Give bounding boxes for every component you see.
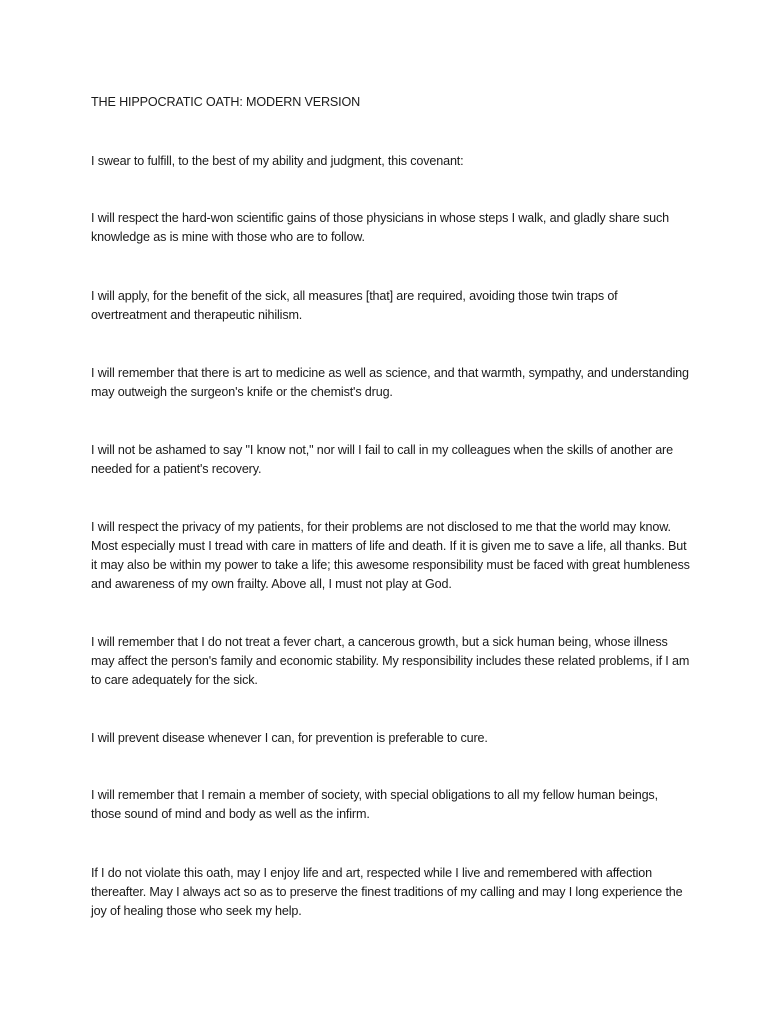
oath-paragraph: If I do not violate this oath, may I enjoy life and art, respected while I live and remembered with affection thereafter. May I always act so as to preserve the finest traditions of my calling and may I long experience the joy of healing those who seek my help. <box>91 866 683 918</box>
oath-paragraph: I swear to fulfill, to the best of my ability and judgment, this covenant: <box>91 154 464 168</box>
oath-paragraph: I will respect the hard-won scientific gains of those physicians in whose steps I walk, and gladly share such knowledge as is mine with those who are to follow. <box>91 211 669 244</box>
oath-paragraph: I will remember that I remain a member of society, with special obligations to all my fellow human beings, those sound of mind and body as well as the infirm. <box>91 788 658 821</box>
oath-paragraph: I will prevent disease whenever I can, for prevention is preferable to cure. <box>91 731 488 745</box>
oath-paragraph: I will remember that I do not treat a fever chart, a cancerous growth, but a sick human being, whose illness may affect the person's family and economic stability. My responsibility includes these related problems, if I am to care adequately for the sick. <box>91 635 690 687</box>
oath-paragraph: I will remember that there is art to medicine as well as science, and that warmth, sympathy, and understanding may outweigh the surgeon's knife or the chemist's drug. <box>91 366 689 399</box>
document-title: THE HIPPOCRATIC OATH: MODERN VERSION <box>91 95 361 109</box>
oath-paragraph: I will respect the privacy of my patients, for their problems are not disclosed to me that the world may know. Most especially must I tread with care in matters of life and death. If it is given me to save a life, all thanks. But it may also be within my power to take a life; this awesome responsibility must be faced with great humbleness and awareness of my own frailty. Above all, I must not play at God. <box>91 520 690 591</box>
oath-paragraph: I will apply, for the benefit of the sick, all measures [that] are required, avoiding those twin traps of overtreatment and therapeutic nihilism. <box>91 289 618 322</box>
oath-paragraph: I will not be ashamed to say "I know not," nor will I fail to call in my colleagues when the skills of another are needed for a patient's recovery. <box>91 443 673 476</box>
